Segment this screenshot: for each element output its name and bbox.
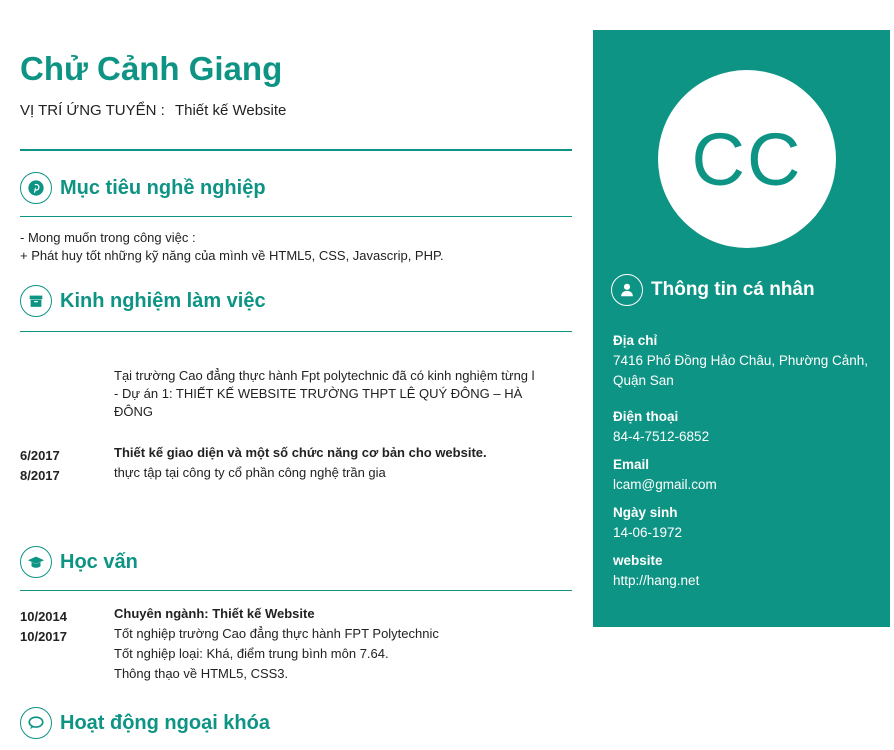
speech-bubble-icon <box>20 707 52 739</box>
candidate-name: Chử Cảnh Giang <box>20 50 283 87</box>
experience-intro-line: - Dự án 1: THIẾT KẾ WEBSITE TRƯỜNG THPT LÊ QUÝ ĐÔNG – HÀ <box>114 386 523 401</box>
info-label: Email <box>613 457 650 472</box>
education-entry-title: Chuyên ngành: Thiết kế Website <box>114 606 315 621</box>
experience-section-header <box>20 285 266 317</box>
objective-section-header <box>20 172 266 204</box>
info-website <box>613 551 699 591</box>
education-entry-line: Tốt nghiệp loại: Khá, điểm trung bình môn 7.64. <box>114 646 389 661</box>
user-icon <box>611 274 643 306</box>
experience-intro <box>114 367 574 421</box>
objective-line: + Phát huy tốt những kỹ năng của mình về HTML5, CSS, Javascrip, PHP. <box>20 248 444 263</box>
info-value: 7416 Phố Đồng Hảo Châu, Phường Cảnh, <box>613 353 869 368</box>
info-email <box>613 455 717 495</box>
education-section-header <box>20 546 138 578</box>
date-from: 6/2017 <box>20 448 60 463</box>
education-divider <box>20 590 572 591</box>
info-value: http://hang.net <box>613 573 700 588</box>
position-label: VỊ TRÍ ỨNG TUYỂN : <box>20 102 165 119</box>
position-line <box>20 102 286 119</box>
personal-info-title: Thông tin cá nhân <box>651 279 815 300</box>
education-entry <box>114 604 439 684</box>
experience-entry-line: thực tập tại công ty cổ phần công nghệ trần gia <box>114 465 386 480</box>
experience-divider <box>20 331 572 332</box>
objective-text <box>20 229 444 265</box>
header-divider <box>20 149 572 151</box>
activities-title: Hoạt động ngoại khóa <box>60 711 270 734</box>
pinterest-icon <box>20 172 52 204</box>
avatar-initials: CC <box>691 117 803 201</box>
info-label: website <box>613 553 663 568</box>
experience-intro-line: ĐÔNG <box>114 404 153 419</box>
education-entry-line: Tốt nghiệp trường Cao đẳng thực hành FPT Polytechnic <box>114 626 439 641</box>
info-label: Địa chỉ <box>613 333 658 348</box>
info-birthday <box>613 503 682 543</box>
experience-intro-line: Tại trường Cao đẳng thực hành Fpt polytechnic đã có kinh nghiệm từng l <box>114 368 535 383</box>
objective-title: Mục tiêu nghề nghiệp <box>60 176 266 199</box>
info-value: 84-4-7512-6852 <box>613 429 710 444</box>
date-to: 8/2017 <box>20 468 60 483</box>
education-dates <box>20 607 67 647</box>
experience-entry-title: Thiết kế giao diện và một số chức năng cơ bản cho website. <box>114 445 487 460</box>
objective-line: - Mong muốn trong công việc : <box>20 230 196 245</box>
info-address <box>613 331 868 391</box>
info-phone <box>613 407 709 447</box>
info-label: Điện thoại <box>613 409 679 424</box>
experience-title: Kinh nghiệm làm việc <box>60 289 266 312</box>
education-title: Học vấn <box>60 550 138 573</box>
experience-dates <box>20 446 60 486</box>
avatar <box>658 70 836 248</box>
date-to: 10/2017 <box>20 629 67 644</box>
activities-section-header <box>20 707 270 739</box>
info-value: lcam@gmail.com <box>613 477 717 492</box>
info-value: 14-06-1972 <box>613 525 683 540</box>
objective-divider <box>20 216 572 217</box>
graduation-cap-icon <box>20 546 52 578</box>
archive-icon <box>20 285 52 317</box>
experience-entry <box>114 443 487 483</box>
info-value: Quận San <box>613 373 674 388</box>
date-from: 10/2014 <box>20 609 67 624</box>
education-entry-line: Thông thạo về HTML5, CSS3. <box>114 666 289 681</box>
personal-info-header <box>611 274 815 306</box>
personal-info-panel <box>593 30 890 627</box>
position-value: Thiết kế Website <box>174 102 287 119</box>
info-label: Ngày sinh <box>613 505 678 520</box>
